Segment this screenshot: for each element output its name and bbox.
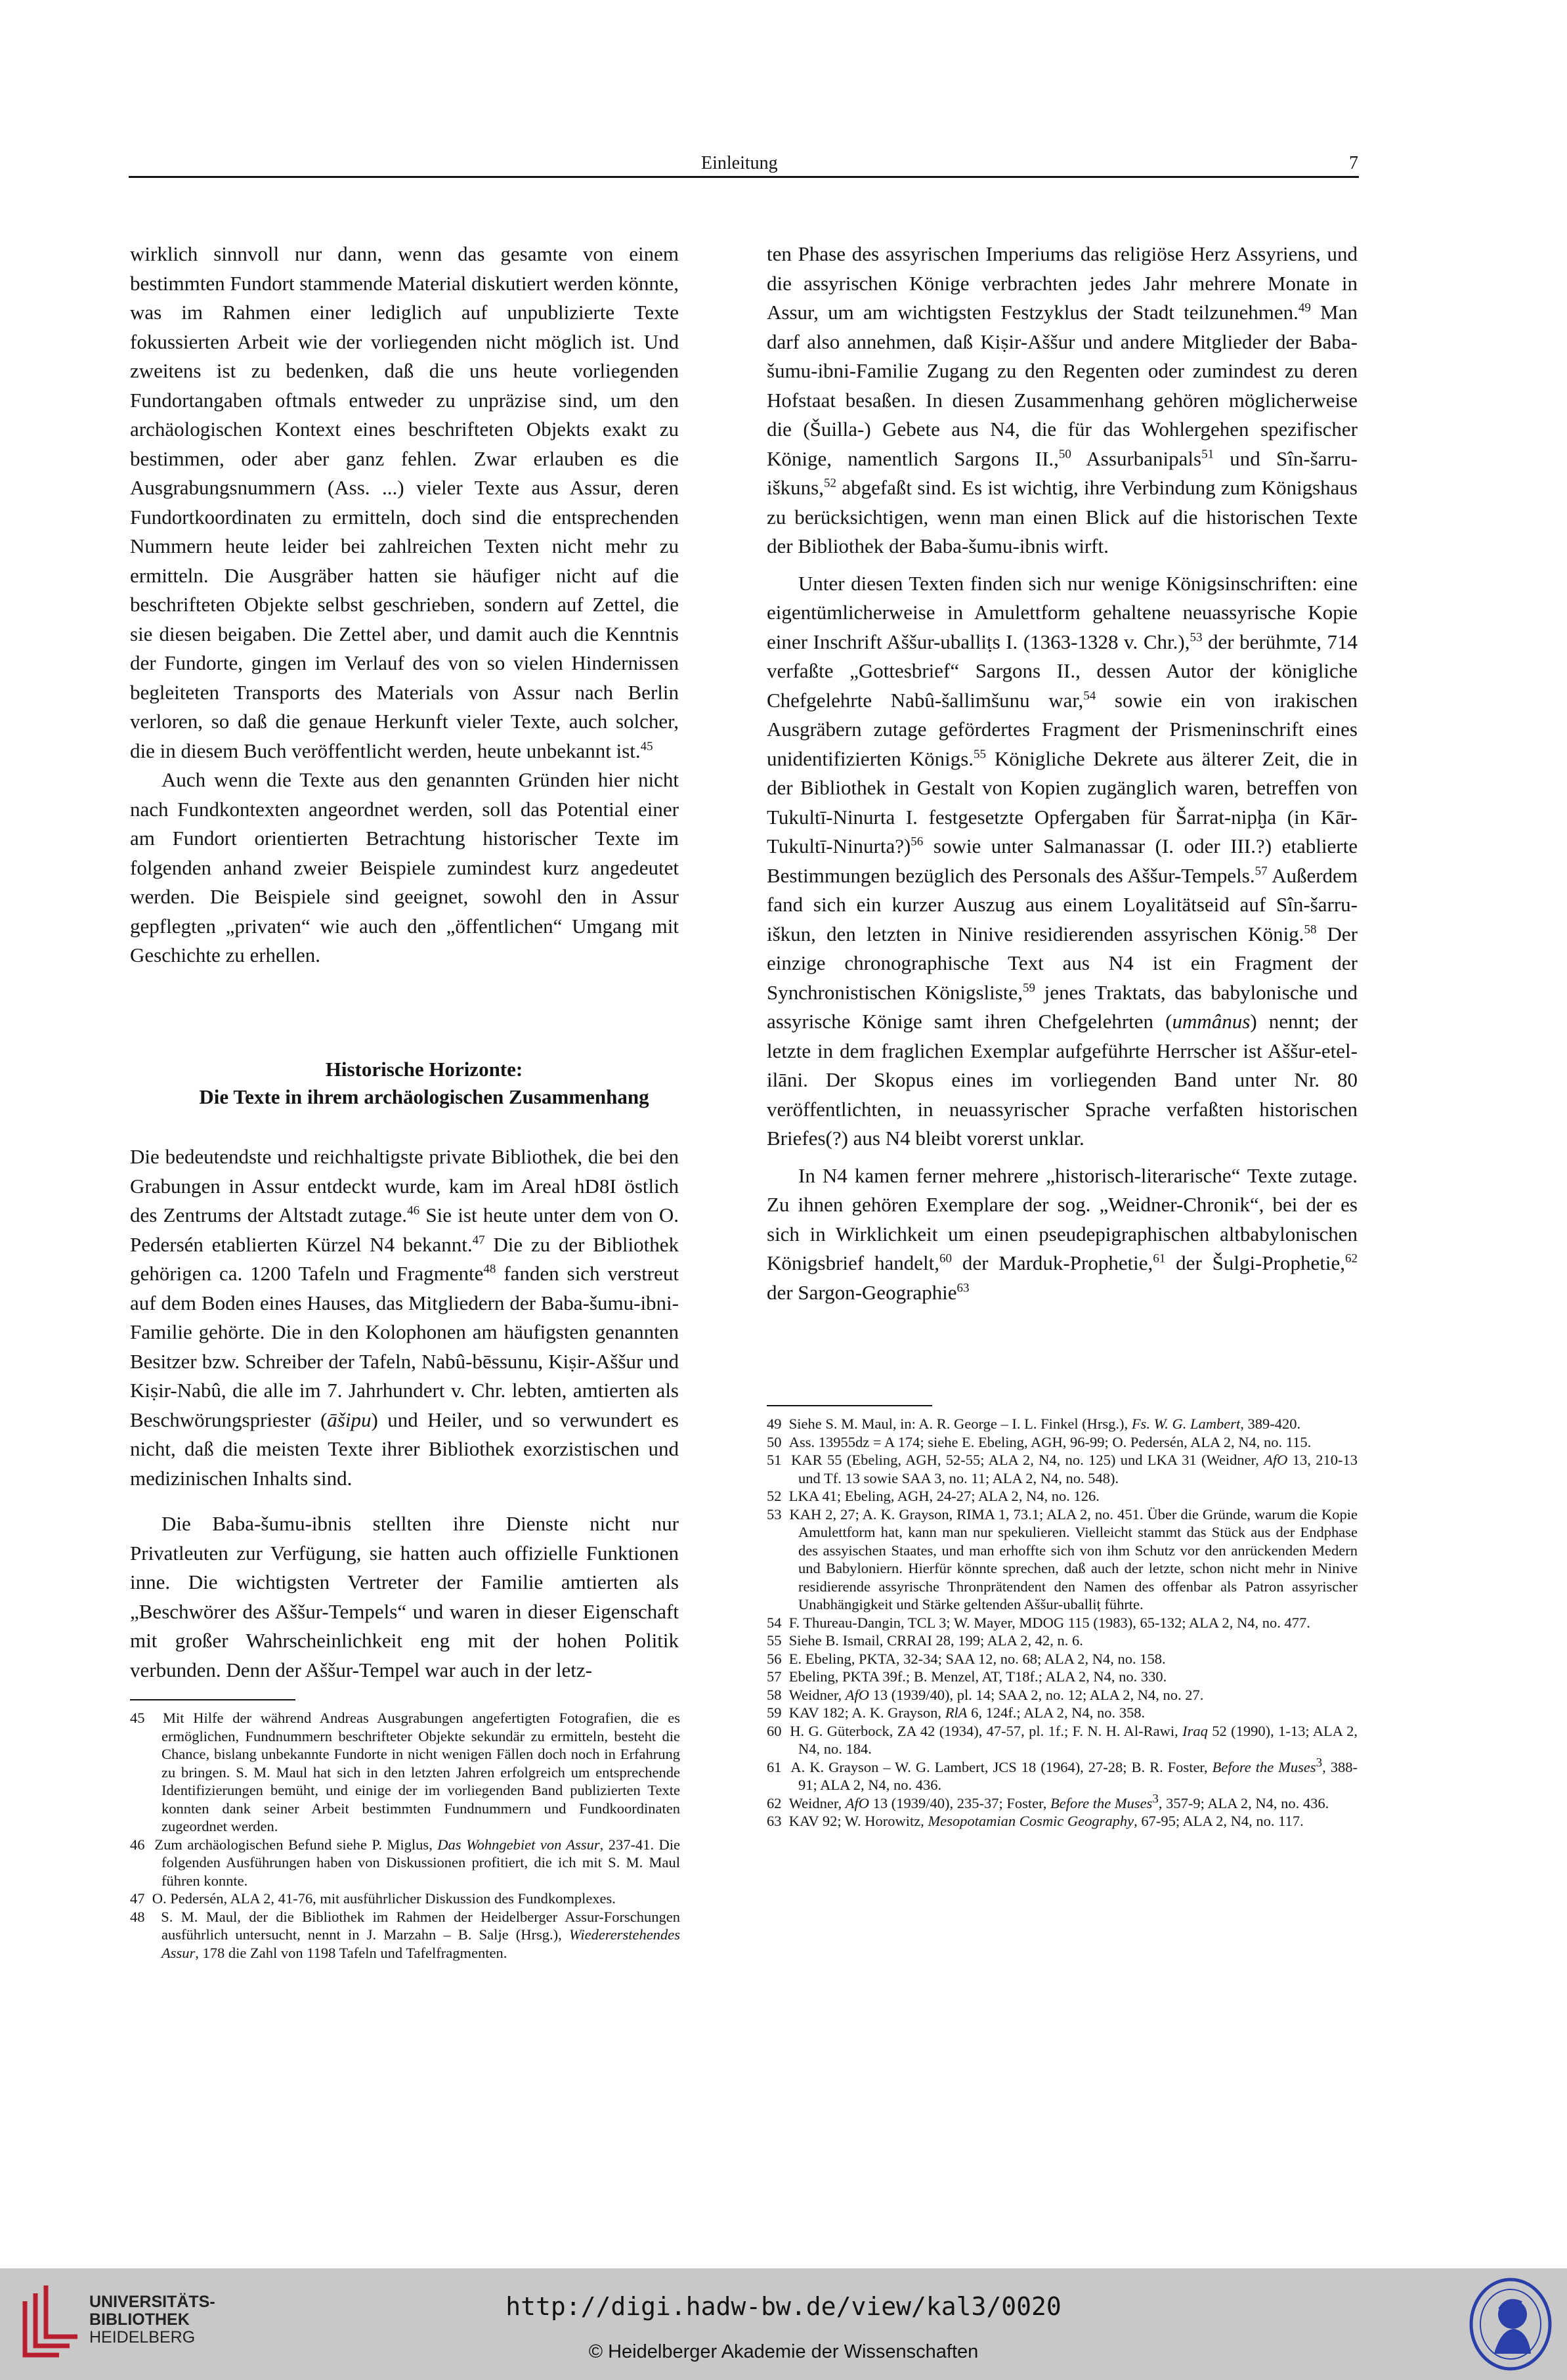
footnote: 57 Ebeling, PKTA 39f.; B. Menzel, AT, T18f.; ALA 2, N4, no. 330. [767,1668,1167,1685]
section-heading [130,1056,718,1111]
page-number: 7 [1349,153,1358,173]
footnote: 63 KAV 92; W. Horowitz, Mesopotamian Cosmic Geography, 67-95; ALA 2, N4, no. 117. [767,1813,1304,1829]
footnote: 55 Siehe B. Ismail, CRRAI 28, 199; ALA 2, 42, n. 6. [767,1632,1083,1649]
paragraph: ten Phase des assyrischen Imperiums das religiöse Herz Assyriens, und die assyrischen Könige verbrachten jedes Jahr mehrere Monate in Assur, um am wichtigsten Festzyklus der Stadt teilzunehmen.$^{49}$ Man darf also annehmen, daß Kiṣir-Aššur und andere Mitglieder der Baba-šumu-ibni-Familie Zugang zu den Regenten oder zumindest zu deren Hofstaat besaßen. In diesen Zusammenhang gehören möglicherweise die (Šuilla-) Gebete aus N4, die für das Wohlergehen spezifischer Könige, namentlich Sargons II.,$^{50}$ Assurbanipals$^{51}$ und Sîn-šarru-iškuns,$^{52}$ abgefaßt sind. Es ist wichtig, ihre Verbindung zum Königshaus zu berücksichtigen, wenn man einen Blick auf die historischen Texte der Bibliothek der Baba-šumu-ibnis wirft. [767,242,1358,557]
paragraph: Die Baba-šumu-ibnis stellten ihre Dienste nicht nur Privatleuten zur Verfügung, sie hatten auch offizielle Funktionen inne. Die wichtigsten Vertreter der Familie amtierten als „Beschwörer des Aššur-Tempels“ und waren in dieser Eigenschaft mit großer Wahrscheinlichkeit eng mit der hohen Politik verbunden. Denn der Aššur-Tempel war auch in der letz- [130,1512,679,1681]
running-title: Einleitung [701,153,778,173]
footnote: 53 KAH 2, 27; A. K. Grayson, RIMA 1, 73.1; ALA 2, no. 451. Über die Gründe, warum die Kopie Amulettform hat, kann man nur spekulieren. Vielleicht stammt das Stück aus der Endphase des assyischen Staates, und man erhoffte sich von ihm Schutz vor den anrückenden Medern und Babyloniern. Hierfür könnte sprechen, daß auch der letzte, schon nicht mehr in Ninive residierende assyrische Thronprätendent den Namen des offenbar als Patron assyrischer Unabhängigkeit und Stärke geltenden Aššur-uballiṭ führte. [767,1505,1358,1612]
footnote: 56 E. Ebeling, PKTA, 32-34; SAA 12, no. 68; ALA 2, N4, no. 158. [767,1650,1166,1667]
footnote: 52 LKA 41; Ebeling, AGH, 24-27; ALA 2, N4, no. 126. [767,1488,1100,1504]
section-heading-line1: Historische Horizonte: [325,1058,523,1081]
left-column [130,240,679,970]
footnote: 46 Zum archäologischen Befund siehe P. Miglus, Das Wohngebiet von Assur, 237-41. Die folgenden Ausführungen haben von Diskussionen profitiert, die ich mit S. M. Maul führen konnte. [130,1836,681,1889]
footnote-separator [130,1699,295,1700]
library-name-line1: UNIVERSITÄTS- [89,2293,215,2311]
footnote: 45 Mit Hilfe der während Andreas Ausgrabungen angefertigten Fotografien, die es ermöglichen, Fundnummern beschrifteter Objekte sekundär zu ermitteln, besteht die Chance, bislang unbekannte Fundorte in nicht wenigen Fällen doch noch in Erfahrung zu bringen. S. M. Maul hat sich in den letzten Jahren erfolgreich um entsprechende Identifizierungen bemüht, und einige der im vorliegenden Band publizierten Texte konnten dank seiner Arbeit bestimmten Fundnummern und Fundkoordinaten zugeordnet werden. [130,1710,680,1834]
source-url[interactable]: http://digi.hadw-bw.de/view/kal3/0020 [505,2292,1062,2321]
footnote-separator [767,1405,932,1406]
paragraph: Auch wenn die Texte aus den genannten Gründen hier nicht nach Fundkontexten angeordnet werden, soll das Potential einer am Fundort orientierten Betrachtung historischer Texte im folgenden anhand zweier Beispiele zumindest kurz angedeutet werden. Die Beispiele sind geeignet, sowohl den in Assur gepflegten „privaten“ wie auch den „öffentlichen“ Umgang mit Geschichte zu erhellen. [130,768,679,966]
paragraph: wirklich sinnvoll nur dann, wenn das gesamte von einem bestimmten Fundort stammende Material diskutiert werden könnte, was im Rahmen einer lediglich auf unpublizierte Texte fokussierten Arbeit wie der vorliegenden nicht möglich ist. Und zweitens ist zu bedenken, daß die uns heute vorliegenden Fundortangaben oftmals entweder zu unpräzise sind, um den archäologischen Kontext eines beschrifteten Objekts exakt zu bestimmen, oder aber ganz fehlen. Zwar erlauben es die Ausgrabungsnummern (Ass. ...) vieler Texte aus Assur, deren Fundortkoordinaten zu ermitteln, doch sind die entsprechenden Nummern heute leider bei zahlreichen Texten nicht mehr zu ermitteln. Die Ausgräber hatten sie häufiger nicht auf die beschrifteten Objekte selbst geschrieben, sondern auf Zettel, die sie diesen beigaben. Die Zettel aber, und damit auch die Kenntnis der Fundorte, gingen im Verlauf des von so vielen Hindernissen begleiteten Transports des Materials von Assur nach Berlin verloren, so daß die genaue Herkunft vieler Texte, auch solcher, die in diesem Buch veröffentlicht werden, heute unbekannt ist.$^{45}$ [130,242,679,762]
library-name-line3: HEIDELBERG [89,2328,196,2347]
paragraph: In N4 kamen ferner mehrere „historisch-literarische“ Texte zutage. Zu ihnen gehören Exemplare der sog. „Weidner-Chronik“, bei der es sich in Wirklichkeit um einen pseudepigraphischen altbabylonischen Königsbrief handelt,$^{60}$ der Marduk-Prophetie,$^{61}$ der Šulgi-Prophetie,$^{62}$ der Sargon-Geographie$^{63}$ [767,1163,1358,1304]
footnote: 49 Siehe S. M. Maul, in: A. R. George – I. L. Finkel (Hrsg.), Fs. W. G. Lambert, 389-420. [767,1416,1301,1432]
footnote: 48 S. M. Maul, der die Bibliothek im Rahmen der Heidelberger Assur-Forschungen ausführlich untersucht, nennt in J. Marzahn – B. Salje (Hrsg.), Wiedererstehendes Assur, 178 die Zahl von 1198 Tafeln und Tafelfragmenten. [130,1908,680,1961]
footnote: 51 KAR 55 (Ebeling, AGH, 52-55; ALA 2, N4, no. 125) und LKA 31 (Weidner, AfO 13, 210-13 und Tf. 13 sowie SAA 3, no. 11; ALA 2, N4, no. 548). [767,1452,1358,1486]
footnote: 50 Ass. 13955dz = A 174; siehe E. Ebeling, AGH, 96-99; O. Pedersén, ALA 2, N4, no. 115. [767,1433,1312,1450]
right-column [767,240,1358,1307]
footnote: 60 H. G. Güterbock, ZA 42 (1934), 47-57, pl. 1f.; F. N. H. Al-Rawi, Iraq 52 (1990), 1-13; ALA 2, N4, no. 184. [767,1722,1358,1757]
footnote: 61 A. K. Grayson – W. G. Lambert, JCS 18 (1964), 27-28; B. R. Foster, Before the Muses$^3$, 388-91; ALA 2, N4, no. 436. [767,1756,1358,1793]
academy-seal-icon [1468,2276,1553,2372]
library-name-line2: BIBLIOTHEK [89,2310,190,2329]
footnote: 62 Weidner, AfO 13 (1939/40), 235-37; Foster, Before the Muses$^3$, 357-9; ALA 2, N4, no. 436. [767,1792,1329,1811]
header-rule [129,176,1359,178]
left-footnotes [130,1709,680,1962]
footnote: 59 KAV 182; A. K. Grayson, RlA 6, 124f.; ALA 2, N4, no. 358. [767,1704,1146,1721]
copyright-notice: © Heidelberger Akademie der Wissenschaften [588,2341,979,2362]
footer-band [0,2268,1567,2380]
footnote: 47 O. Pedersén, ALA 2, 41-76, mit ausführlicher Diskussion des Fundkomplexes. [130,1890,616,1907]
paragraph: Unter diesen Texten finden sich nur wenige Königsinschriften: eine eigentümlicherweise in Amulettform gehaltene neuassyrische Kopie einer Inschrift Aššur-uballiṭs I. (1363-1328 v. Chr.),$^{53}$ der berühmte, 714 verfaßte „Gottesbrief“ Sargons II., dessen Autor der königliche Chefgelehrte Nabû-šallimšunu war,$^{54}$ sowie ein von irakischen Ausgräbern zutage gefördertes Fragment der Prismeninschrift eines unidentifizierten Königs.$^{55}$ Königliche Dekrete aus älterer Zeit, die in der Bibliothek in Gestalt von Kopien zugänglich waren, betreffen von Tukultī-Ninurta I. festgesetzte Opfergaben für Šarrat-nipḫa (in Kār-Tukultī-Ninurta?)$^{56}$ sowie unter Salmanassar (I. oder III.?) etablierte Bestimmungen bezüglich des Personals des Aššur-Tempels.$^{57}$ Außerdem fand sich ein kurzer Auszug aus einem Loyalitätseid auf Sîn-šarru-iškun, den letzten in Ninive residierenden assyrischen König.$^{58}$ Der einzige chronographische Text aus N4 ist ein Fragment der Synchronistischen Königsliste,$^{59}$ jenes Traktats, das babylonische und assyrische Könige samt ihren Chefgelehrten (ummânus) nennt; der letzte in dem fraglichen Exemplar aufgeführte Herrscher ist Aššur-etel-ilāni. Der Skopus eines im vorliegenden Band unter Nr. 80 veröffentlichten, in neuassyrischer Sprache verfaßten historischen Briefes(?) aus N4 bleibt vorerst unklar. [767,571,1358,1150]
right-footnotes [767,1415,1358,1830]
paragraph: Die bedeutendste und reichhaltigste private Bibliothek, die bei den Grabungen in Assur entdeckt wurde, kam im Areal hD8I östlich des Zentrums der Altstadt zutage.$^{46}$ Sie ist heute unter dem von O. Pedersén etablierten Kürzel N4 bekannt.$^{47}$ Die zu der Bibliothek gehörigen ca. 1200 Tafeln und Fragmente$^{48}$ fanden sich verstreut auf dem Boden eines Hauses, das Mitgliedern der Baba-šumu-ibni-Familie gehörte. Die in den Kolophonen am häufigsten genannten Besitzer bzw. Schreiber der Tafeln, Nabû-bēssunu, Kiṣir-Aššur und Kiṣir-Nabû, die alle im 7. Jahrhundert v. Chr. lebten, amtierten als Beschwörungspriester (āšipu) und Heiler, und so verwundert es nicht, daß die meisten Texte ihrer Bibliothek exorzistischen und medizinischen Inhalts sind. [130,1145,679,1490]
footnote: 54 F. Thureau-Dangin, TCL 3; W. Mayer, MDOG 115 (1983), 65-132; ALA 2, N4, no. 477. [767,1614,1310,1631]
footnote: 58 Weidner, AfO 13 (1939/40), pl. 14; SAA 2, no. 12; ALA 2, N4, no. 27. [767,1686,1204,1703]
section-heading-line2: Die Texte in ihrem archäologischen Zusammenhang [199,1085,649,1108]
left-column-section [130,1142,679,1685]
